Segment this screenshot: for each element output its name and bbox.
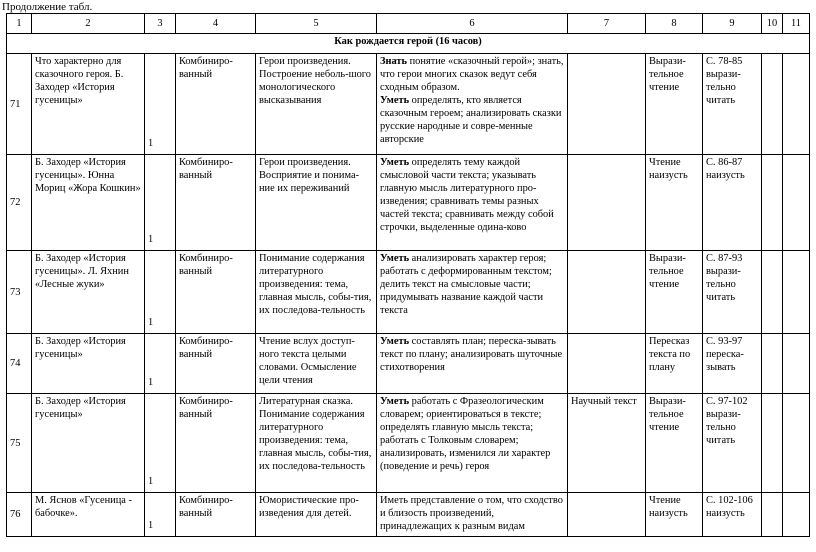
lesson-type: Комбиниро-ванный [176,54,256,155]
lesson-skills [377,155,568,251]
skill-text: составлять план; переска-зывать текст по плану; анализировать шуточные стихотворения [380,336,563,373]
lesson-type: Комбиниро-ванный [176,334,256,394]
column-number-2: 2 [32,14,145,34]
skill-text: работать с Фразеологическим словарем; ориентироваться в тексте; определять главную мысль текста; работать с Толковым словарем; анализировать, изменился ли характер (поведение и речь) героя [380,396,551,472]
lesson-hours: 1 [145,155,176,251]
lesson-number: 75 [7,394,32,493]
lesson-content: Герои произведения. Восприятие и понима-ние их переживаний [256,155,377,251]
section-row [7,34,810,54]
skill-paragraph [380,395,564,473]
lesson-col11 [783,394,810,493]
lesson-number: 74 [7,334,32,394]
skill-text: определять, кто является сказочным героем; анализировать сказки русские народные и совре-менные авторские [380,95,562,145]
lesson-skills [377,54,568,155]
lesson-col11 [783,493,810,537]
skill-paragraph [380,252,564,317]
lesson-col11 [783,155,810,251]
lesson-topic: Б. Заходер «История гусеницы» [32,394,145,493]
column-number-8: 8 [646,14,703,34]
column-number-5: 5 [256,14,377,34]
skill-paragraph [380,156,564,234]
skill-text: понятие «сказочный герой»; знать, что герои многих сказок ведут себя сходным образом. [380,56,564,93]
lesson-control: Пересказ текста по плану [646,334,703,394]
skill-paragraph [380,335,564,374]
lesson-control: Вырази-тельное чтение [646,394,703,493]
lesson-hours: 1 [145,334,176,394]
lesson-topic: Б. Заходер «История гусеницы» [32,334,145,394]
lesson-homework: С. 102-106 наизусть [703,493,762,537]
table-row [7,334,810,394]
lesson-content: Герои произведения. Построение неболь-шого монологического высказывания [256,54,377,155]
lesson-type: Комбиниро-ванный [176,251,256,334]
column-number-10: 10 [762,14,783,34]
table-row [7,155,810,251]
lesson-content: Юмористические про-изведения для детей. [256,493,377,537]
lesson-col10 [762,493,783,537]
skill-keyword: Уметь [380,95,410,106]
lesson-col7 [568,493,646,537]
lesson-skills [377,394,568,493]
table-caption: Продолжение табл. [2,1,93,13]
lesson-col7 [568,155,646,251]
skill-keyword: Знать [380,56,407,67]
table-row [7,251,810,334]
lesson-topic: Что характерно для сказочного героя. Б. Заходер «История гусеницы» [32,54,145,155]
skill-keyword: Уметь [380,253,410,264]
skill-text: определять тему каждой смысловой части текста; указывать главную мысль литературного про-изведения; сравнивать темы разных частей текста; сравнивать между собой строчки, выделенные одина-ково [380,157,554,233]
lesson-homework: С. 86-87 наизусть [703,155,762,251]
lesson-type: Комбиниро-ванный [176,155,256,251]
lesson-control: Вырази-тельное чтение [646,251,703,334]
lesson-number: 72 [7,155,32,251]
column-number-7: 7 [568,14,646,34]
lesson-hours: 1 [145,251,176,334]
lesson-col7 [568,251,646,334]
table-row [7,394,810,493]
table-row [7,493,810,537]
section-title: Как рождается герой (16 часов) [7,34,810,54]
lesson-homework: С. 78-85 вырази-тельно читать [703,54,762,155]
skill-keyword: Уметь [380,336,410,347]
lesson-type: Комбиниро-ванный [176,493,256,537]
lesson-plan-table [6,13,810,537]
skill-keyword: Уметь [380,396,410,407]
column-number-11: 11 [783,14,810,34]
column-number-4: 4 [176,14,256,34]
lesson-content: Чтение вслух доступ-ного текста целыми словами. Осмысление цели чтения [256,334,377,394]
skill-paragraph [380,55,564,94]
lesson-col7: Научный текст [568,394,646,493]
lesson-hours: 1 [145,493,176,537]
column-number-3: 3 [145,14,176,34]
lesson-content: Понимание содержания литературного произведения: тема, главная мысль, собы-тия, их последова-тельность [256,251,377,334]
lesson-skills [377,493,568,537]
lesson-skills [377,251,568,334]
lesson-content: Литературная сказка. Понимание содержания литературного произведения: тема, главная мысль, собы-тия, их последова-тельность [256,394,377,493]
lesson-topic: Б. Заходер «История гусеницы». Л. Яхнин «Лесные жуки» [32,251,145,334]
lesson-col10 [762,54,783,155]
skill-keyword: Уметь [380,157,410,168]
lesson-col10 [762,251,783,334]
lesson-homework: С. 97-102 вырази-тельно читать [703,394,762,493]
lesson-type: Комбиниро-ванный [176,394,256,493]
lesson-hours: 1 [145,394,176,493]
lesson-col7 [568,334,646,394]
lesson-number: 76 [7,493,32,537]
lesson-col11 [783,54,810,155]
lesson-col11 [783,334,810,394]
header-row [7,14,810,34]
lesson-col10 [762,155,783,251]
lesson-hours: 1 [145,54,176,155]
skill-paragraph [380,494,564,533]
lesson-col7 [568,54,646,155]
lesson-homework: С. 93-97 переска-зывать [703,334,762,394]
lesson-control: Вырази-тельное чтение [646,54,703,155]
lesson-topic: М. Яснов «Гусеница - бабочке». [32,493,145,537]
lesson-col10 [762,334,783,394]
table-row [7,54,810,155]
lesson-number: 73 [7,251,32,334]
column-number-1: 1 [7,14,32,34]
column-number-6: 6 [377,14,568,34]
lesson-col11 [783,251,810,334]
lesson-homework: С. 87-93 вырази-тельно читать [703,251,762,334]
skill-text: анализировать характер героя; работать с деформированным текстом; делить текст на смысловые части; придумывать название каждой части текста [380,253,552,316]
lesson-col10 [762,394,783,493]
lesson-topic: Б. Заходер «История гусеницы». Юнна Мориц «Жора Кошкин» [32,155,145,251]
skill-text: Иметь представление о том, что сходство и близость произведений, принадлежащих к разным видам [380,495,563,532]
skill-paragraph [380,94,564,146]
column-number-9: 9 [703,14,762,34]
lesson-control: Чтение наизусть [646,493,703,537]
lesson-number: 71 [7,54,32,155]
lesson-control: Чтение наизусть [646,155,703,251]
lesson-skills [377,334,568,394]
